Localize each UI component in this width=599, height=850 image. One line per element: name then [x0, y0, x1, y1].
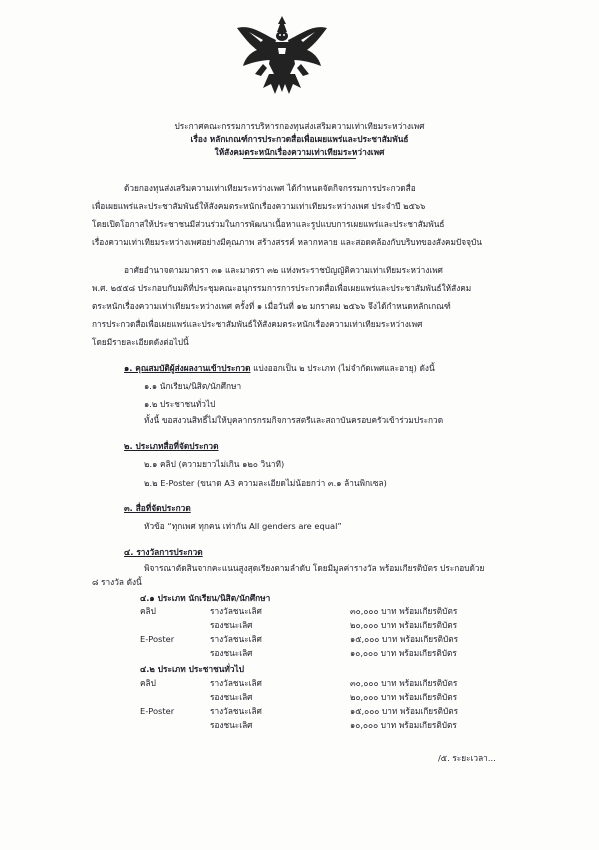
intro-line-4: เรื่องความเท่าเทียมระหว่างเพศอย่างมีคุณภาพ สร้างสรรค์ หลากหลาย และสอดคล้องกับบริบทของสังคมปัจจุบัน: [92, 237, 482, 247]
section-1-item-1: ๑.๑ นักเรียน/นิสิต/นักศึกษา: [144, 381, 242, 391]
prize-row-amount: ๒๐,๐๐๐ บาท พร้อมเกียรติบัตร: [350, 620, 458, 630]
prize-row-award: รางวัลชนะเลิศ: [210, 634, 262, 644]
section-4-desc-1: พิจารณาตัดสินจากคะแนนสูงสุดเรียงตามลำดับ โดยมีมูลค่ารางวัล พร้อมเกียรติบัตร ประกอบด้วย: [144, 563, 485, 573]
authority-line-3: ตระหนักเรื่องความเท่าเทียมระหว่างเพศ ครั้งที่ ๑ เมื่อวันที่ ๑๒ มกราคม ๒๕๖๖ จึงได้กำหนดหลักเกณฑ์: [92, 301, 451, 311]
subject-line: เรื่อง หลักเกณฑ์การประกวดสื่อเพื่อเผยแพร่และประชาสัมพันธ์: [190, 134, 409, 144]
announcement-title: ประกาศคณะกรรมการบริหารกองทุนส่งเสริมความเท่าเทียมระหว่างเพศ: [174, 121, 425, 131]
section-4-title: ๔. รางวัลการประกวด: [124, 547, 203, 557]
prize-row-amount: ๑๐,๐๐๐ บาท พร้อมเกียรติบัตร: [350, 720, 457, 730]
prize-row-award: รางวัลชนะเลิศ: [210, 706, 262, 716]
section-2-item-2: ๒.๒ E-Poster (ขนาด A3 ความละเอียดไม่น้อยกว่า ๓.๑ ล้านพิกเซล): [144, 478, 387, 488]
prize-row-award: รองชนะเลิศ: [210, 720, 253, 730]
intro-line-2: เพื่อเผยแพร่และประชาสัมพันธ์ให้สังคมตระหนักเรื่องความเท่าเทียมระหว่างเพศ ประจำปี ๒๕๖๖: [92, 201, 426, 211]
continued-next-page: /๕. ระยะเวลา...: [438, 753, 496, 763]
section-4-desc-2: ๘ รางวัล ดังนี้: [92, 577, 142, 587]
prize-row-amount: ๑๕,๐๐๐ บาท พร้อมเกียรติบัตร: [350, 706, 459, 716]
prize-row-award: รองชนะเลิศ: [210, 648, 253, 658]
authority-line-5: โดยมีรายละเอียดดังต่อไปนี้: [92, 337, 189, 347]
garuda-emblem-icon: [233, 14, 331, 100]
section-2-item-1: ๒.๑ คลิป (ความยาวไม่เกิน ๑๒๐ วินาที): [144, 459, 285, 469]
intro-line-1: ด้วยกองทุนส่งเสริมความเท่าเทียมระหว่างเพศ ได้กำหนดจัดกิจกรรมการประกวดสื่อ: [124, 183, 416, 193]
prize-row-amount: ๑๐,๐๐๐ บาท พร้อมเกียรติบัตร: [350, 648, 457, 658]
prize-row-amount: ๓๐,๐๐๐ บาท พร้อมเกียรติบัตร: [350, 678, 458, 688]
prize-row-amount: ๓๐,๐๐๐ บาท พร้อมเกียรติบัตร: [350, 606, 458, 616]
prize-row-media: คลิป: [140, 678, 156, 688]
prize-row-media: E-Poster: [140, 706, 175, 716]
prize-row-award: รางวัลชนะเลิศ: [210, 606, 262, 616]
prize-category-2-title: ๔.๒ ประเภท ประชาชนทั่วไป: [140, 664, 244, 674]
section-3-topic: หัวข้อ “ทุกเพศ ทุกคน เท่ากัน All genders are equal”: [144, 521, 342, 531]
subject-line-2: ให้สังคมตระหนักเรื่องความเท่าเทียมระหว่างเพศ: [214, 147, 385, 157]
intro-line-3: โดยเปิดโอกาสให้ประชาชนมีส่วนร่วมในการพัฒนาเนื้อหาและรูปแบบการเผยแพร่และประชาสัมพันธ์: [92, 219, 445, 229]
section-3-title: ๓. สื่อที่จัดประกวด: [124, 503, 191, 513]
prize-row-amount: ๑๕,๐๐๐ บาท พร้อมเกียรติบัตร: [350, 634, 459, 644]
authority-line-4: การประกวดสื่อเพื่อเผยแพร่และประชาสัมพันธ์ให้สังคมตระหนักเรื่องความเท่าเทียมระหว่างเพศ: [92, 319, 423, 329]
section-1-note: ทั้งนี้ ขอสงวนสิทธิ์ไม่ให้บุคลากรกรมกิจการสตรีและสถาบันครอบครัวเข้าร่วมประกวด: [144, 415, 444, 425]
section-1-heading: [124, 362, 435, 374]
section-1-item-2: ๑.๒ ประชาชนทั่วไป: [144, 399, 216, 409]
authority-line-2: พ.ศ. ๒๕๕๘ ประกอบกับมติที่ประชุมคณะอนุกรรมการการประกวดสื่อเพื่อเผยแพร่และประชาสัมพันธ์ให้สังคม: [92, 283, 472, 293]
authority-line-1: อาศัยอำนาจตามมาตรา ๓๑ และมาตรา ๓๒ แห่งพระราชบัญญัติความเท่าเทียมระหว่างเพศ: [124, 265, 443, 275]
prize-row-media: คลิป: [140, 606, 156, 616]
prize-category-1-title: ๔.๑ ประเภท นักเรียน/นิสิต/นักศึกษา: [140, 593, 271, 603]
prize-row-award: รางวัลชนะเลิศ: [210, 678, 262, 688]
prize-row-media: E-Poster: [140, 634, 175, 644]
prize-row-award: รองชนะเลิศ: [210, 692, 253, 702]
section-2-title: ๒. ประเภทสื่อที่จัดประกวด: [124, 441, 219, 451]
section-1-title: ๑. คุณสมบัติผู้ส่งผลงานเข้าประกวด: [124, 363, 251, 373]
prize-row-amount: ๒๐,๐๐๐ บาท พร้อมเกียรติบัตร: [350, 692, 458, 702]
prize-row-award: รองชนะเลิศ: [210, 620, 253, 630]
section-1-title-rest: แบ่งออกเป็น ๒ ประเภท (ไม่จำกัดเพศและอายุ) ดังนี้: [253, 363, 435, 373]
title-divider: [243, 158, 356, 159]
